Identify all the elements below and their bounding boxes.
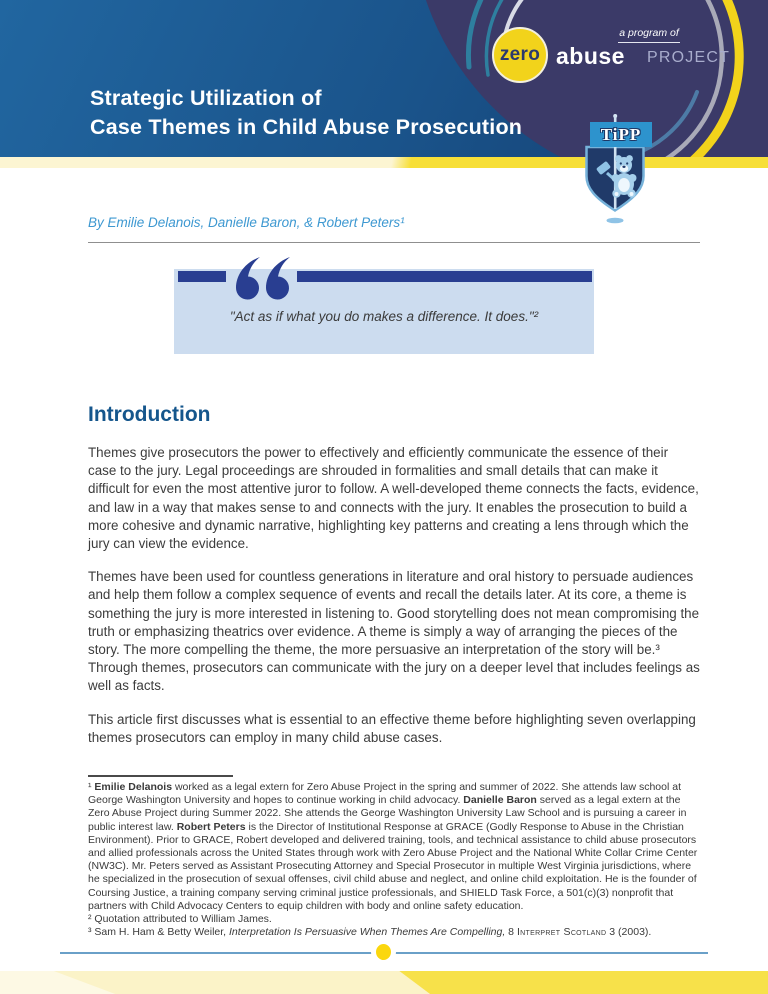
paragraph-2: Themes have been used for countless generations in literature and oral history to persuade audiences and help them follow a complex sequence of events and recall the details later. At its core, a theme is something the jury is more interested in listening to. Good storytelling does not mean compromising the truth or emphasizing theatrics over evidence. A theme is simply a way of arranging the pieces of the story. The more compelling the theme, the more persuasive an interpretation of the story will be.³ Through themes, prosecutors can communicate with the jury on a deeper level that includes feelings as well as facts.	[88, 569, 700, 694]
paragraph-1: Themes give prosecutors the power to effectively and efficiently communicate the essence of their case to the jury. Legal proceedings are shrouded in formalities and small details that can make it difficult for even the most attentive juror to follow. A well-developed theme connects the facts, evidence, and law in a way that makes sense to and connects with the jury. It enables the prosecution to build a more cohesive and dynamic narrative, highlighting key patterns and creating a lens through which the jury can view the evidence.	[88, 445, 699, 552]
tipp-badge	[577, 112, 653, 230]
page-title	[90, 84, 522, 141]
section-heading-introduction: Introduction	[88, 403, 211, 426]
paragraph-3: This article first discusses what is essential to an effective theme before highlighting seven overlapping themes prosecutors can employ in many child abuse cases.	[88, 711, 696, 745]
pull-quote-text: "Act as if what you do makes a difference. It does."²	[229, 309, 539, 324]
tipp-badge-label: TiPP	[590, 122, 652, 147]
zero-circle-icon	[492, 27, 548, 83]
open-quote-icon	[234, 255, 292, 301]
footer-yellow-band	[0, 971, 768, 994]
footnote-3: ³ Sam H. Ham & Betty Weiler, Interpretation Is Persuasive When Themes Are Compelling, 8 Interpret Scotland 3 (2003).	[88, 926, 652, 939]
footer-dot-icon	[376, 944, 391, 960]
footnote-1: ¹ Emilie Delanois worked as a legal extern for Zero Abuse Project in the spring and summer of 2022. She attends law school at George Washington University and hopes to continue working in child advocacy. Danielle Baron served as a legal extern at the Zero Abuse Project during Summer 2022. She attends the George Washington University Law School and is pursuing a career in public interest law. Robert Peters is the Director of Institutional Response at GRACE (Godly Response to Abuse in the Christian Environment). Prior to GRACE, Robert developed and delivered training, tools, and technical assistance to child abuse prosecutors and allied professionals across the United States through work with Zero Abuse Project and the National White Collar Crime Center (NW3C). Mr. Peters served as Assistant Prosecuting Attorney and Special Prosecutor in multiple West Virginia jurisdictions, where he specialized in the prosecution of sexual offenses, civil child abuse and neglect, and online child exploitation. He is the founder of Coursing Justice, a training company serving criminal justice professionals, and SHIELD Task Force, a 501(c)(3) nonprofit that partners with Child Advocacy Centers to equip children with body and online safety education.	[88, 781, 698, 912]
logo-word-project: PROJECT	[647, 49, 731, 66]
article-body	[88, 168, 700, 939]
quote-bar-right	[297, 271, 592, 282]
pull-quote-block	[174, 269, 594, 354]
logo-program-of-label: a program of	[618, 27, 680, 43]
badge-shadow-oval	[607, 218, 624, 224]
footnotes	[88, 781, 700, 939]
title-line-2: Case Themes in Child Abuse Prosecution	[90, 114, 523, 139]
logo-word-abuse: abuse	[556, 43, 625, 69]
logo-word-zero: zero	[499, 44, 541, 65]
byline-divider	[88, 242, 700, 243]
byline: By Emilie Delanois, Danielle Baron, & Robert Peters¹	[88, 215, 405, 230]
title-line-1: Strategic Utilization of	[90, 86, 322, 110]
footnote-divider	[88, 775, 233, 777]
footnote-2: ² Quotation attributed to William James.	[88, 913, 272, 926]
quote-bar-left	[178, 271, 226, 282]
